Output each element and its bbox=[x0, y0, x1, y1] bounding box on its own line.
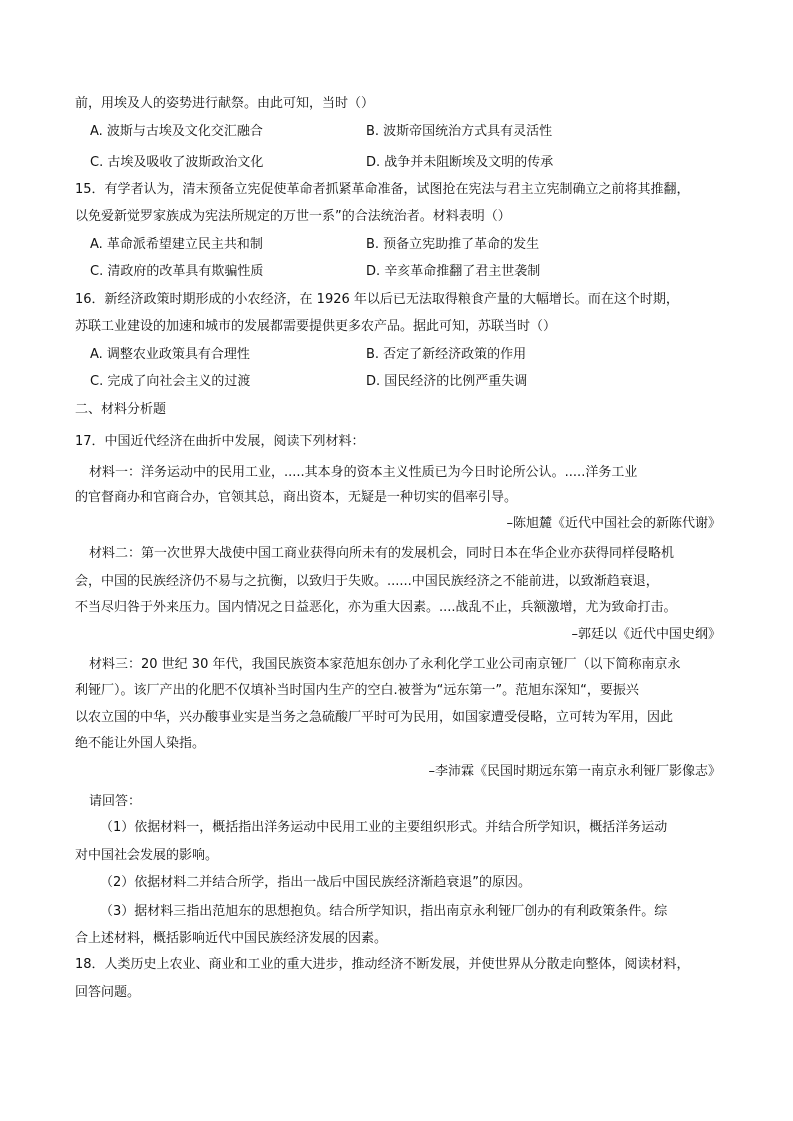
q17-part1-line1: （1）依据材料一，概括指出洋务运动中民用工业的主要组织形式。并结合所学知识，概括洋务运动 bbox=[100, 820, 668, 835]
q17-material2-line3: 不当尽归咎于外来压力。国内情况之日益恶化，亦为重大因素。....战乱不止，兵额激增，尤为致命打击。 bbox=[75, 600, 677, 615]
q17-part3-line2: 合上述材料，概括影响近代中国民族经济发展的因素。 bbox=[75, 931, 388, 946]
q14-option-d: D. 战争并未阻断埃及文明的传承 bbox=[366, 155, 554, 170]
q14-option-a: A. 波斯与古埃及文化交汇融合 bbox=[90, 124, 263, 139]
q16-stem-line2: 苏联工业建设的加速和城市的发展都需要提供更多农产品。据此可知，苏联当时（） bbox=[75, 319, 557, 334]
q17-material2-line2: 会，中国的民族经济仍不易与之抗衡，以致归于失败。......中国民族经济之不能前进，以致渐趋衰退， bbox=[75, 574, 659, 589]
q17-material3-line4: 绝不能让外国人染指。 bbox=[75, 736, 206, 751]
q17-material1-source: –陈旭麓《近代中国社会的新陈代谢》 bbox=[506, 516, 721, 531]
q17-ask: 请回答： bbox=[89, 794, 142, 809]
q18-stem-line2: 回答问题。 bbox=[75, 985, 141, 1000]
q17-material1-line2: 的官督商办和官商合办，官领其总，商出资本，无疑是一种切实的倡率引导。 bbox=[75, 490, 518, 505]
q18-stem-line1: 18．人类历史上农业、商业和工业的重大进步，推动经济不断发展，并使世界从分散走向整体，阅读材料， bbox=[75, 957, 690, 972]
q16-option-c: C. 完成了向社会主义的过渡 bbox=[90, 374, 251, 389]
q17-material3-line1: 材料三：20 世纪 30 年代，我国民族资本家范旭东创办了永利化学工业公司南京铔厂（以下简称南京永 bbox=[89, 657, 681, 672]
q15-stem-line1: 15．有学者认为，清末预备立宪促使革命者抓紧革命准备，试图抢在宪法与君主立宪制确立之前将其推翻， bbox=[75, 182, 690, 197]
q16-option-a: A. 调整农业政策具有合理性 bbox=[90, 347, 250, 362]
q17-material3-line2: 利铔厂）。该厂产出的化肥不仅填补当时国内生产的空白.被誉为“远东第一”。范旭东深知“，要振兴 bbox=[75, 683, 639, 698]
q17-material1-line1: 材料一：洋务运动中的民用工业，.....其本身的资本主义性质已为今日时论所公认。.....洋务工业 bbox=[89, 465, 638, 480]
section-heading: 二、材料分析题 bbox=[75, 402, 167, 417]
q14-option-c: C. 古埃及吸收了波斯政治文化 bbox=[90, 155, 264, 170]
q15-option-c: C. 清政府的改革具有欺骗性质 bbox=[90, 264, 264, 279]
q15-option-d: D. 辛亥革命推翻了君主世袭制 bbox=[366, 264, 541, 279]
q15-stem-line2: 以免爱新觉罗家族成为宪法所规定的万世一系”的合法统治者。材料表明（） bbox=[75, 209, 511, 224]
q16-option-d: D. 国民经济的比例严重失调 bbox=[366, 374, 528, 389]
q16-option-b: B. 否定了新经济政策的作用 bbox=[366, 347, 527, 362]
q17-intro: 17．中国近代经济在曲折中发展，阅读下列材料： bbox=[75, 434, 365, 449]
q14-option-b: B. 波斯帝国统治方式具有灵活性 bbox=[366, 124, 553, 139]
q16-stem-line1: 16．新经济政策时期形成的小农经济，在 1926 年以后已无法取得粮食产量的大幅增长。而在这个时期， bbox=[75, 292, 679, 307]
q17-material3-line3: 以农立国的中华，兴办酸事业实是当务之急硫酸厂平时可为民用，如国家遭受侵略，立可转为军用，因此 bbox=[75, 710, 674, 725]
q14-stem-tail: 前，用埃及人的姿势进行献祭。由此可知，当时（） bbox=[75, 96, 375, 111]
q15-option-b: B. 预备立宪助推了革命的发生 bbox=[366, 237, 540, 252]
q17-material2-line1: 材料二：第一次世界大战使中国工商业获得向所未有的发展机会，同时日本在华企业亦获得同样侵略机 bbox=[89, 546, 675, 561]
q17-material3-source: –李沛霖《民国时期远东第一南京永利铔厂影像志》 bbox=[428, 764, 721, 779]
q17-part2: （2）依据材料二并结合所学，指出一战后中国民族经济渐趋衰退”的原因。 bbox=[100, 875, 532, 890]
q15-option-a: A. 革命派希望建立民主共和制 bbox=[90, 237, 263, 252]
q17-part1-line2: 对中国社会发展的影响。 bbox=[75, 848, 219, 863]
q17-material2-source: –郭廷以《近代中国史纲》 bbox=[571, 627, 721, 642]
q17-part3-line1: （3）据材料三指出范旭东的思想抱负。结合所学知识，指出南京永利铔厂创办的有利政策条件。综 bbox=[100, 904, 668, 919]
